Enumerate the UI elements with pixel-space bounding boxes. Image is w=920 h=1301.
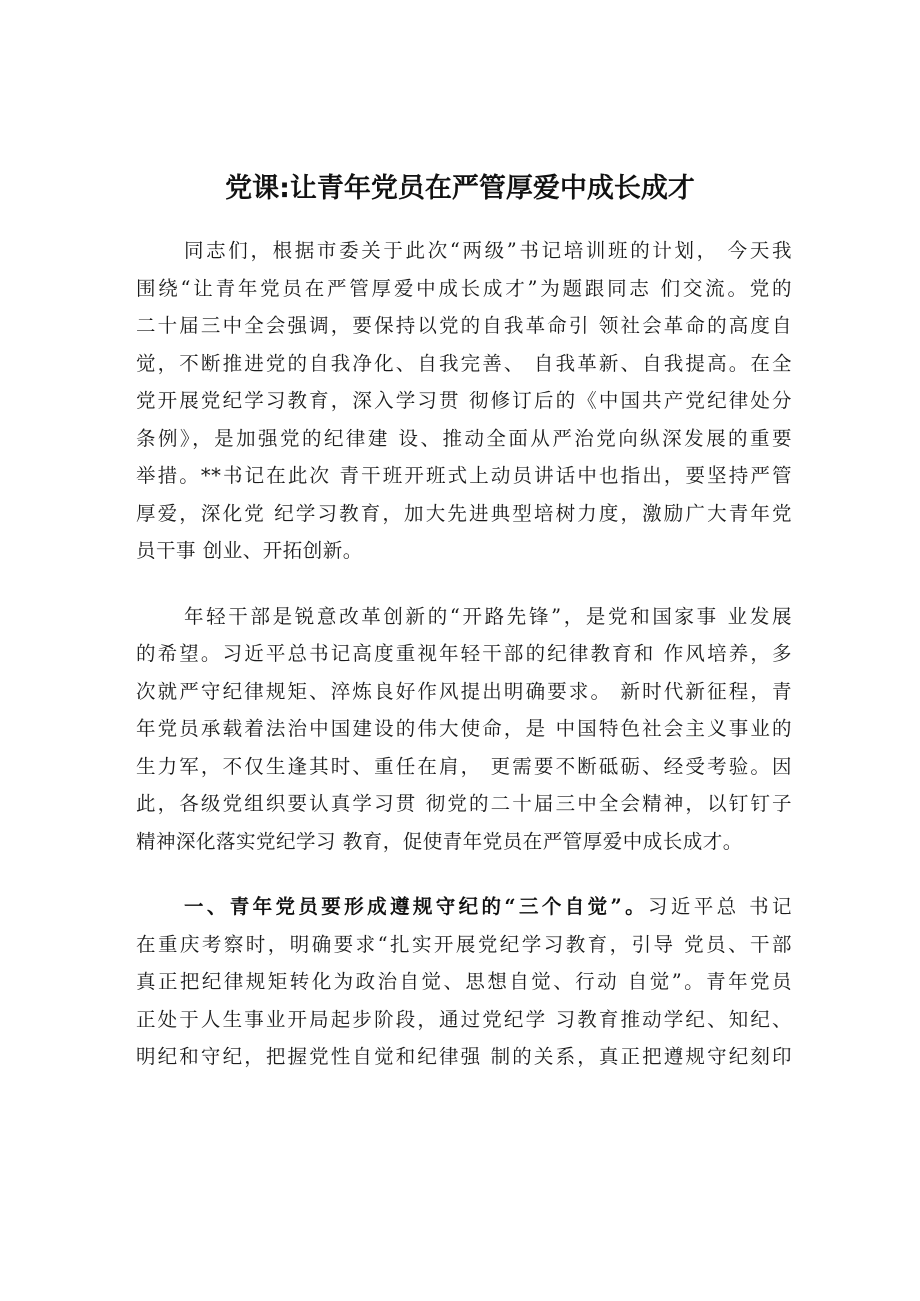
document-title: 党课:让青年党员在严管厚爱中成长成才: [225, 173, 695, 204]
paragraph-1: [136, 232, 792, 570]
text-line: 正处于人生事业开局起步阶段，通过党纪学 习教育推动学纪、知纪、: [136, 1007, 792, 1031]
text-line: 明纪和守纪，把握党性自觉和纪律强 制的关系，真正把遵规守纪刻印: [136, 1045, 792, 1068]
text-line: 生力军，不仅生逢其时、重任在肩， 更需要不断砥砺、经受考验。因: [136, 754, 792, 778]
text-line: 举措。**书记在此次 青干班开班式上动员讲话中也指出，要坚持严管: [136, 464, 792, 487]
text-line: 精神深化落实党纪学习 教育，促使青年党员在严管厚爱中成长成才。: [136, 829, 743, 853]
text-line: 真正把纪律规矩转化为政治自觉、思想自觉、行动 自觉”。青年党员: [136, 970, 792, 993]
text-line: 次就严守纪律规矩、淬炼良好作风提出明确要求。 新时代新征程，青: [136, 679, 792, 703]
text-line: 条例》，是加强党的纪律建 设、推动全面从严治党向纵深发展的重要: [136, 426, 792, 450]
text-line: 二十届三中全会强调，要保持以党的自我革命引 领社会革命的高度自: [136, 314, 792, 337]
text-line: 同志们，根据市委关于此次“两级”书记培训班的计划， 今天我: [184, 239, 792, 262]
text-line: 年轻干部是锐意改革创新的“开路先锋”，是党和国家事 业发展: [184, 604, 792, 628]
text-line: 员干事 创业、开拓创新。: [136, 539, 363, 562]
text-line: 觉，不断推进党的自我净化、自我完善、 自我革新、自我提高。在全: [136, 351, 792, 375]
paragraph-2: [136, 598, 792, 861]
text-line: 年党员承载着法治中国建设的伟大使命，是 中国特色社会主义事业的: [136, 717, 792, 740]
text-line: 党开展党纪学习教育，深入学习贯 彻修订后的《中国共产党纪律处分: [136, 389, 792, 412]
text-line: 此，各级党组织要认真学习贯 彻党的二十届三中全会精神，以钉钉子: [136, 792, 792, 815]
paragraph-3: [136, 888, 792, 1076]
text-line: [136, 888, 792, 926]
document-body: [136, 232, 792, 1104]
text-line: 厚爱，深化党 纪学习教育，加大先进典型培树力度，激励广大青年党: [136, 501, 792, 525]
text-line: 在重庆考察时，明确要求“扎实开展党纪学习教育，引导 党员、干部: [136, 932, 792, 956]
text-line: 的希望。习近平总书记高度重视年轻干部的纪律教育和 作风培养，多: [136, 642, 792, 665]
text-fragment: 习近平总 书记: [648, 895, 793, 918]
section-heading: 一、青年党员要形成遵规守纪的“三个自觉”。: [184, 895, 648, 918]
text-line: 围绕“让青年党员在严管厚爱中成长成才”为题跟同志 们交流。党的: [136, 276, 792, 300]
